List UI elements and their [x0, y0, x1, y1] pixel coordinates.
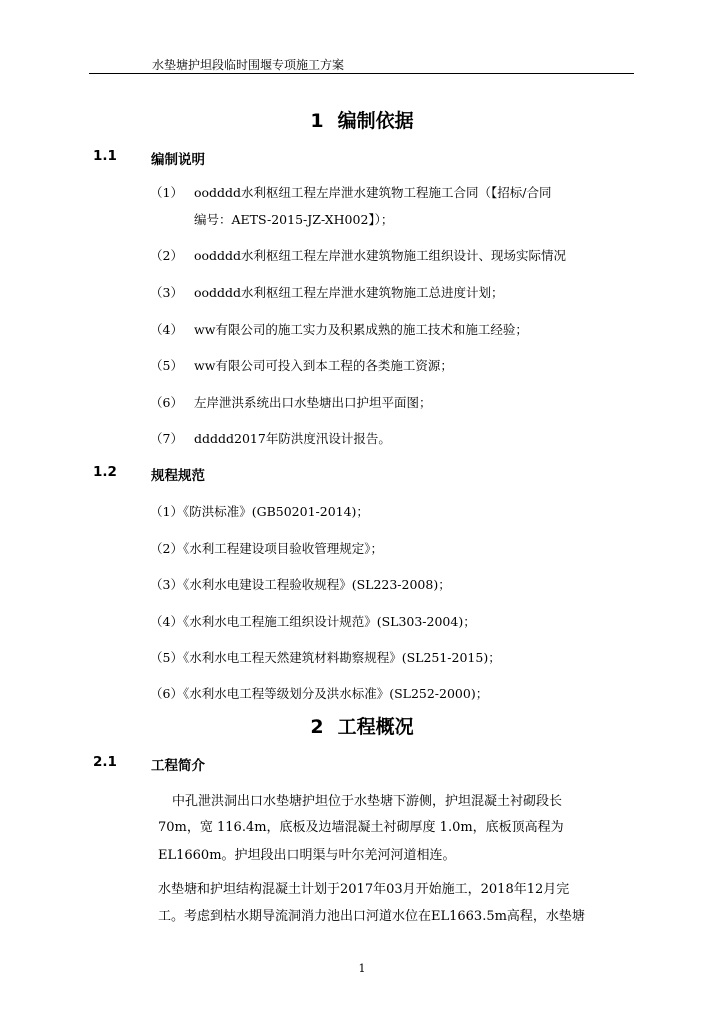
subsection-1-1-heading [93, 148, 393, 168]
subsection-number: 1.2 [93, 464, 117, 480]
subsection-title: 规程规范 [151, 468, 205, 484]
subsection-1-2-heading [93, 464, 393, 484]
section-title: 工程概况 [337, 716, 414, 738]
list-item: （1）《防洪标准》(GB50201-2014)； [150, 504, 369, 519]
section-number: 2 [310, 716, 324, 738]
header-rule [89, 73, 634, 74]
section-number: 1 [310, 110, 324, 132]
paragraph-line: EL1660m。护坦段出口明渠与叶尔羌河河道相连。 [158, 848, 456, 863]
list-item: （7） ddddd2017年防洪度汛设计报告。 [150, 431, 391, 446]
paragraph-line: 水垫塘和护坦结构混凝土计划于2017年03月开始施工，2018年12月完 [158, 882, 570, 897]
list-item: （4） ww有限公司的施工实力及积累成熟的施工技术和施工经验； [150, 322, 528, 337]
list-item: （3） oodddd水利枢纽工程左岸泄水建筑物施工总进度计划； [150, 285, 504, 300]
list-item: （3）《水利水电建设工程验收规程》(SL223-2008)； [150, 577, 451, 592]
list-item: （6）《水利水电工程等级划分及洪水标准》(SL252-2000)； [150, 686, 489, 701]
subsection-title: 工程简介 [151, 758, 205, 774]
subsection-number: 1.1 [93, 148, 117, 164]
list-item: （2）《水利工程建设项目验收管理规定》； [150, 541, 383, 556]
subsection-number: 2.1 [93, 754, 117, 770]
subsection-2-1-heading [93, 754, 393, 774]
paragraph-line: 70m，宽 116.4m，底板及边墙混凝土衬砌厚度 1.0m，底板顶高程为 [158, 820, 564, 835]
section-1-heading [0, 106, 724, 133]
list-item-continuation: 编号：AETS-2015-JZ-XH002】）； [194, 212, 394, 227]
page-number: 1 [358, 962, 366, 975]
list-item: （6） 左岸泄洪系统出口水垫塘出口护坦平面图； [150, 395, 432, 410]
list-item: （2） oodddd水利枢纽工程左岸泄水建筑物施工组织设计、现场实际情况 [150, 248, 567, 263]
running-header: 水垫塘护坦段临时围堰专项施工方案 [152, 58, 345, 72]
list-item: （5）《水利水电工程天然建筑材料勘察规程》(SL251-2015)； [150, 650, 501, 665]
subsection-title: 编制说明 [151, 152, 205, 168]
section-2-heading [0, 712, 724, 739]
list-item: （4）《水利水电工程施工组织设计规范》(SL303-2004)； [150, 614, 476, 629]
list-item: （5） ww有限公司可投入到本工程的各类施工资源； [150, 358, 453, 373]
section-title: 编制依据 [337, 110, 414, 132]
paragraph-line: 工。考虑到枯水期导流洞消力池出口河道水位在EL1663.5m高程，水垫塘 [158, 909, 585, 924]
paragraph-line: 中孔泄洪洞出口水垫塘护坦位于水垫塘下游侧，护坦混凝土衬砌段长 [172, 794, 563, 809]
list-item: （1） oodddd水利枢纽工程左岸泄水建筑物工程施工合同（【招标/合同 [150, 185, 552, 200]
